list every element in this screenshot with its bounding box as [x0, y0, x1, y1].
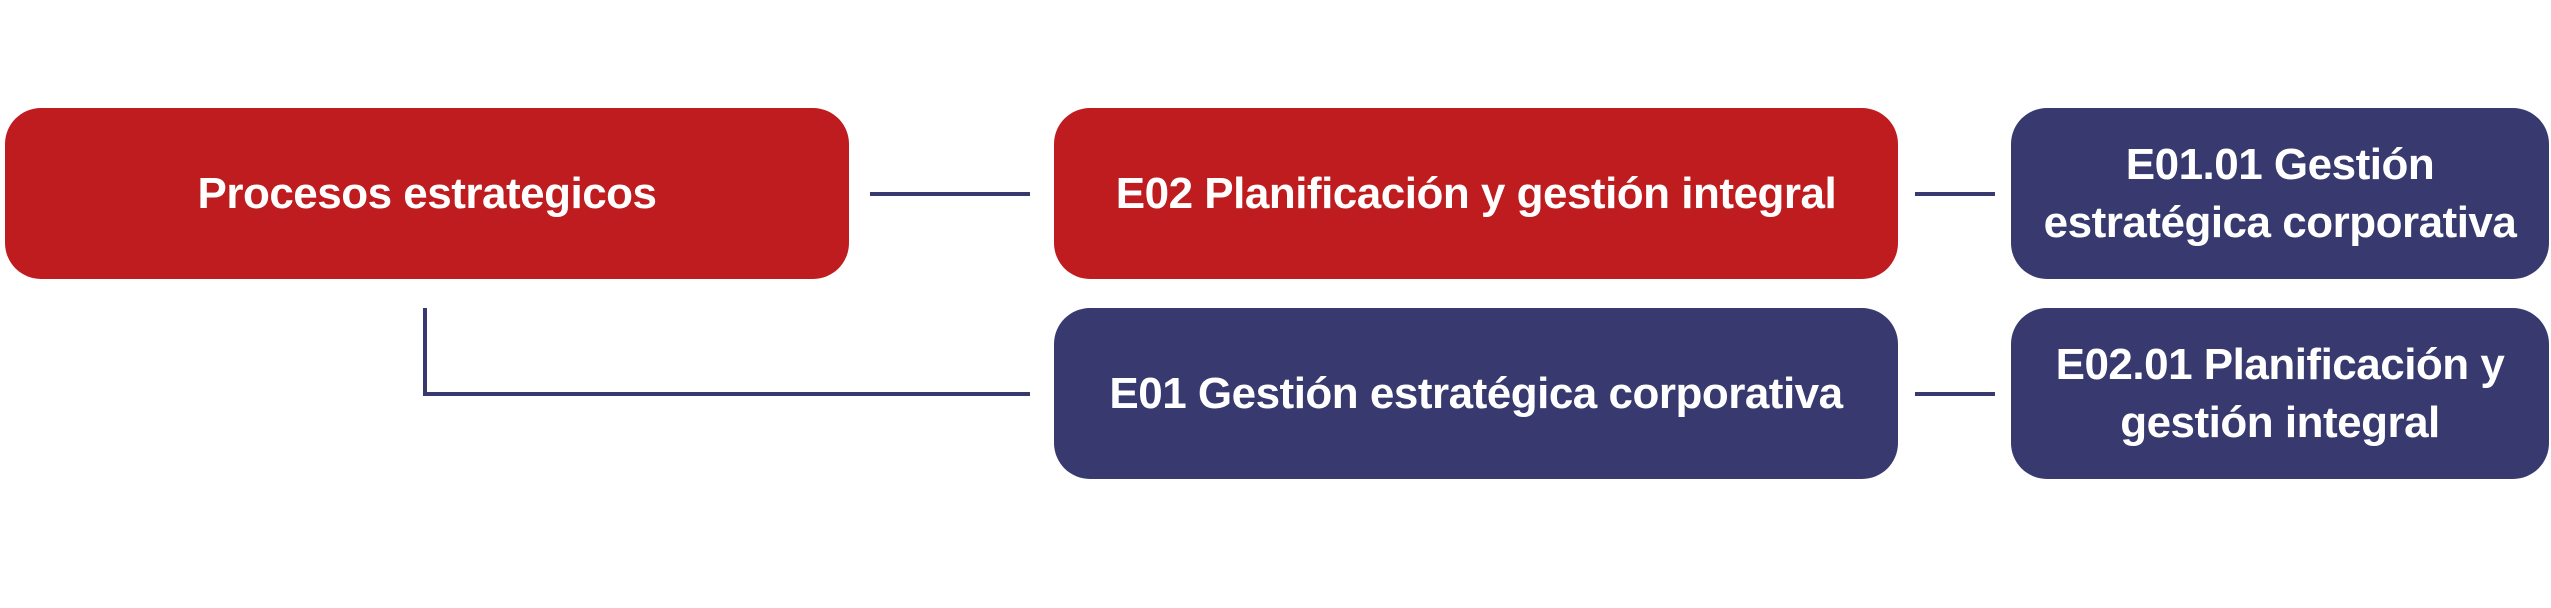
subprocess-node-e0201 — [2011, 308, 2549, 479]
connector-e02-to-e0101 — [1915, 192, 1995, 196]
subprocess-node-e0101 — [2011, 108, 2549, 279]
process-node-e01 — [1054, 308, 1898, 479]
subprocess-node-e0201-label — [2056, 336, 2505, 450]
root-node-procesos-estrategicos — [5, 108, 849, 279]
subprocess-node-e0101-label — [2044, 136, 2517, 250]
subprocess-node-e0201-line-1: E02.01 Planificación y — [2055, 340, 2505, 390]
subprocess-node-e0201-line-2: gestión integral — [2120, 397, 2440, 447]
root-node-label: Procesos estrategicos — [197, 168, 657, 218]
subprocess-node-e0101-line-2: estratégica corporativa — [2043, 197, 2517, 247]
connector-root-to-e01-horizontal — [423, 392, 1030, 396]
subprocess-node-e0101-line-1: E01.01 Gestión — [2125, 140, 2435, 190]
connector-e01-to-e0201 — [1915, 392, 1995, 396]
process-node-e01-label: E01 Gestión estratégica corporativa — [1109, 368, 1843, 418]
process-node-e02 — [1054, 108, 1898, 279]
connector-root-to-e02 — [870, 192, 1030, 196]
process-node-e02-label: E02 Planificación y gestión integral — [1115, 168, 1837, 218]
connector-root-to-e01-vertical — [423, 308, 427, 396]
